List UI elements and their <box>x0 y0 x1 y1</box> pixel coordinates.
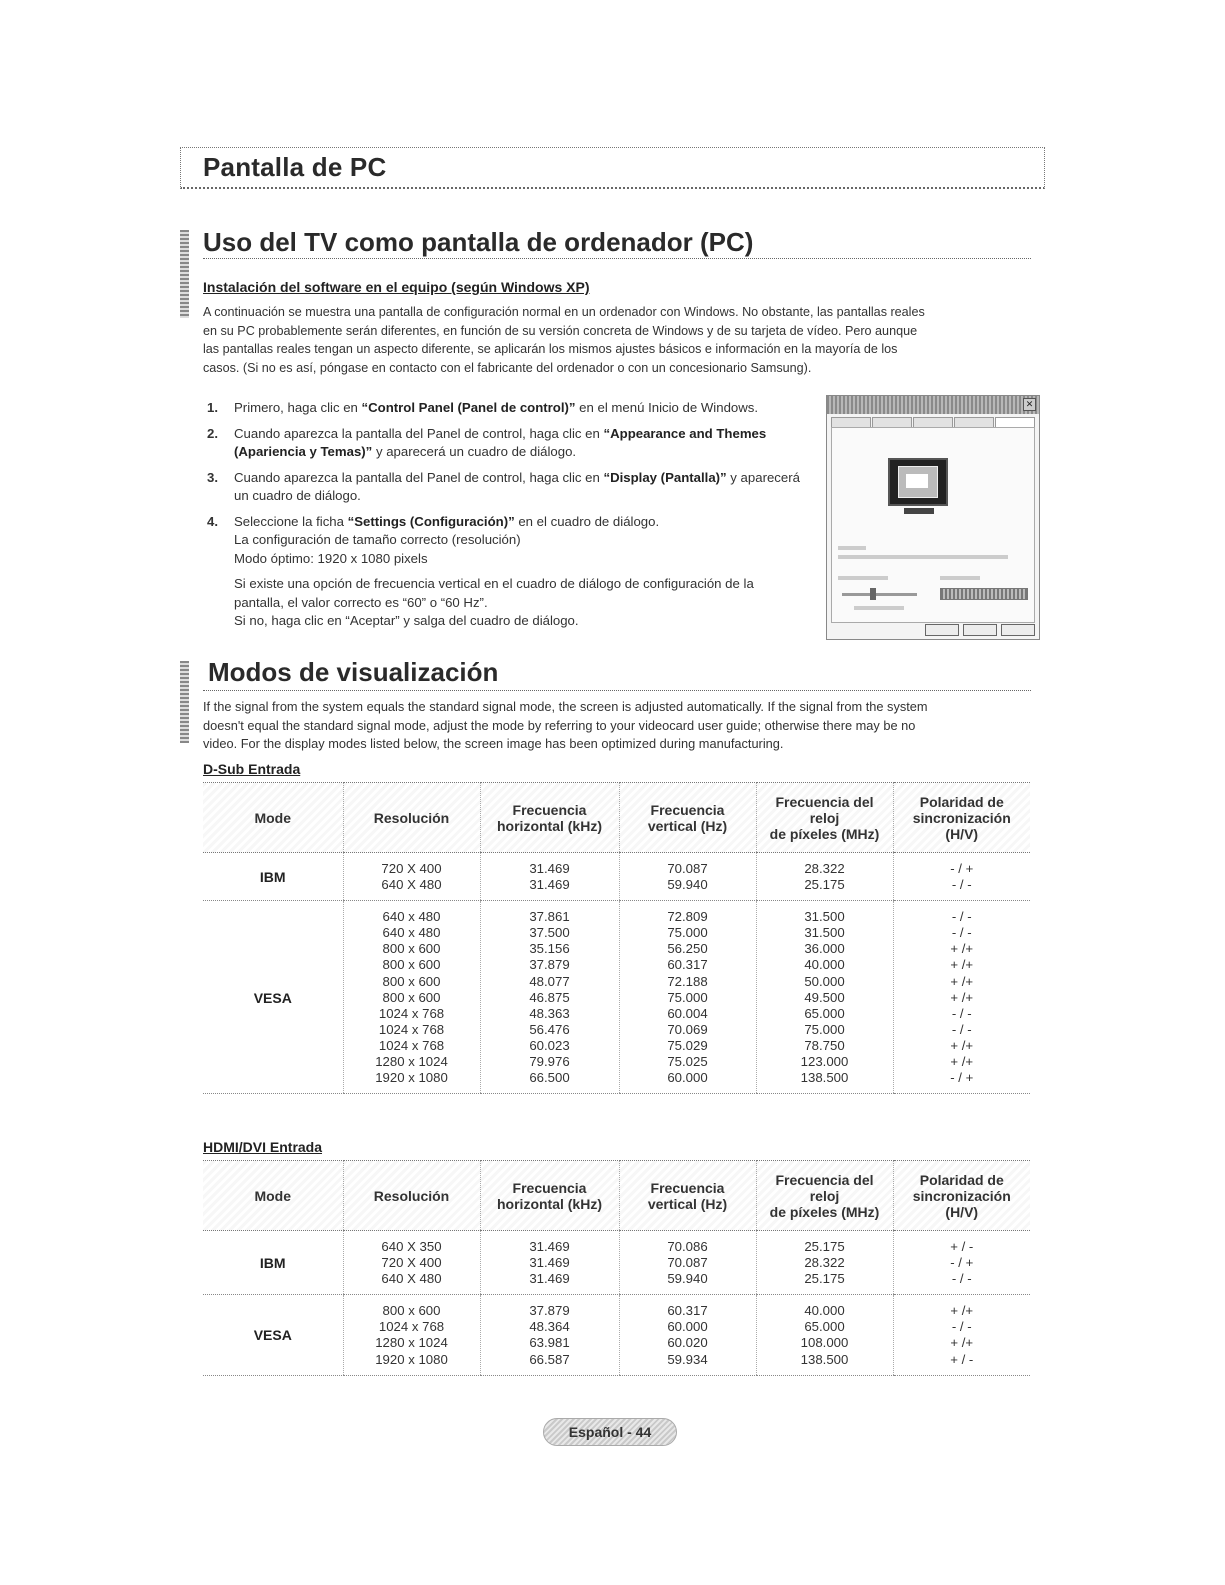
polarity-value: + /+ <box>950 1054 974 1070</box>
section-title-modes: Modos de visualización <box>208 657 499 687</box>
step-text: Cuando aparezca la pantalla del Panel de control, haga clic en <box>234 469 604 485</box>
hfreq-cell <box>480 1295 619 1375</box>
polarity-cell <box>893 1295 1030 1375</box>
vfreq-value: 70.087 <box>667 861 708 876</box>
resolution-value: 800 x 600 <box>382 957 441 973</box>
step-note: Si existe una opción de frecuencia vertical en el cuadro de diálogo de configuración de la <box>234 576 754 591</box>
hfreq-value: 37.500 <box>529 925 570 941</box>
clock-value: 25.175 <box>804 1271 845 1287</box>
step-keyword: “Control Panel (Panel de control)” <box>361 400 576 415</box>
table-header-row <box>203 1161 1030 1231</box>
resolution-value: 1280 x 1024 <box>375 1335 448 1351</box>
resolution-value: 1024 x 768 <box>378 1005 445 1021</box>
step-item <box>203 513 815 631</box>
vfreq-value: 70.086 <box>667 1239 708 1254</box>
hdmi-modes-table <box>203 1160 1030 1376</box>
step-text: y aparecerá un cuadro de diálogo. <box>234 469 800 503</box>
dialog-text-line <box>838 555 1008 559</box>
hfreq-value: 31.469 <box>529 1271 570 1287</box>
vfreq-value: 75.000 <box>667 925 708 941</box>
polarity-value: - / - <box>951 925 972 941</box>
step-text: en el cuadro de diálogo. <box>514 513 660 529</box>
modes-intro <box>203 698 1038 754</box>
resolution-value: 800 x 600 <box>382 973 441 989</box>
clock-value: 31.500 <box>804 909 845 925</box>
table-row <box>203 901 1030 1094</box>
clock-cell <box>756 1295 893 1375</box>
section-marker <box>180 661 189 743</box>
dialog-tab <box>831 417 871 427</box>
install-subheading: Instalación del software en el equipo (según Windows XP) <box>203 279 590 295</box>
table-row <box>203 1295 1030 1375</box>
dialog-ok-button <box>925 624 959 636</box>
vfreq-value: 59.934 <box>667 1351 708 1367</box>
vfreq-value: 59.940 <box>667 1271 708 1287</box>
clock-value: 75.000 <box>804 1021 845 1037</box>
polarity-value: - / - <box>951 1005 972 1021</box>
dialog-tab <box>954 417 994 427</box>
hfreq-cell <box>480 901 619 1094</box>
clock-value: 65.000 <box>804 1319 845 1335</box>
step-item <box>203 469 815 506</box>
resolution-value: 640 X 480 <box>381 1271 442 1287</box>
intro-line: casos. (Si no es así, póngase en contacto con el fabricante del ordenador o con un concesionario Samsung). <box>203 360 812 375</box>
clock-value: 28.322 <box>804 1255 845 1271</box>
col-header-resolution: Resolución <box>343 783 480 853</box>
resolution-cell <box>343 901 480 1094</box>
vfreq-value: 75.029 <box>667 1037 708 1053</box>
step-number: 2. <box>207 425 218 441</box>
clock-value: 28.322 <box>804 861 845 876</box>
step-text: y aparecerá un cuadro de diálogo. <box>372 444 577 459</box>
resolution-value: 640 X 480 <box>381 877 442 893</box>
clock-value: 138.500 <box>800 1070 849 1086</box>
clock-cell <box>756 853 893 901</box>
step-number: 3. <box>207 469 218 485</box>
col-header-clock: Frecuencia del reloj de píxeles (MHz) <box>756 783 893 853</box>
resolution-value: 800 x 600 <box>382 1303 441 1319</box>
polarity-value: + /+ <box>950 941 974 957</box>
polarity-value: + /+ <box>950 957 974 973</box>
resolution-value: 800 x 600 <box>382 989 441 1005</box>
col-header-clock: Frecuencia del reloj de píxeles (MHz) <box>756 1161 893 1231</box>
resolution-value: 640 X 350 <box>381 1239 442 1254</box>
hfreq-value: 37.861 <box>529 909 570 925</box>
vfreq-cell <box>619 853 756 901</box>
polarity-cell <box>893 853 1030 901</box>
polarity-value: - / + <box>950 1255 974 1271</box>
dialog-text-line <box>838 546 866 550</box>
dialog-cancel-button <box>963 624 997 636</box>
section-title-pc: Uso del TV como pantalla de ordenador (PC) <box>203 227 754 257</box>
color-quality-select <box>940 588 1028 600</box>
intro-line: If the signal from the system equals the standard signal mode, the screen is adjusted automatically. If the signal from the system <box>203 699 928 714</box>
col-header-polarity: Polaridad de sincronización (H/V) <box>893 1161 1030 1231</box>
step-detail: Modo óptimo: 1920 x 1080 pixels <box>234 550 428 566</box>
polarity-value: - / - <box>951 877 972 893</box>
vfreq-value: 60.317 <box>667 1303 708 1319</box>
polarity-value: - / + <box>950 1070 974 1086</box>
hfreq-value: 31.469 <box>529 1239 570 1254</box>
hfreq-value: 37.879 <box>529 1303 570 1319</box>
hfreq-value: 63.981 <box>529 1335 570 1351</box>
polarity-value: - / + <box>950 861 974 876</box>
clock-value: 50.000 <box>804 973 845 989</box>
clock-value: 40.000 <box>804 957 845 973</box>
dialog-titlebar <box>827 396 1039 414</box>
table-header-row <box>203 783 1030 853</box>
vfreq-value: 72.188 <box>667 973 708 989</box>
step-note: Si no, haga clic en “Aceptar” y salga del cuadro de diálogo. <box>234 613 579 628</box>
intro-line: doesn't equal the standard signal mode, adjust the mode by referring to your videocard user guide; otherwise there may be no <box>203 717 916 733</box>
polarity-value: - / - <box>951 1271 972 1287</box>
vfreq-value: 60.000 <box>667 1319 708 1335</box>
vfreq-value: 56.250 <box>667 941 708 957</box>
step-item <box>203 425 815 462</box>
install-steps <box>203 399 815 638</box>
chapter-title: Pantalla de PC <box>203 152 387 182</box>
polarity-value: + /+ <box>950 1037 974 1053</box>
section-rule <box>203 258 1031 259</box>
hfreq-value: 60.023 <box>529 1037 570 1053</box>
vfreq-cell <box>619 901 756 1094</box>
chapter-header <box>180 147 1045 189</box>
clock-value: 108.000 <box>800 1335 849 1351</box>
vfreq-value: 70.087 <box>667 1255 708 1271</box>
dialog-buttons <box>925 624 1035 636</box>
polarity-value: + /+ <box>950 989 974 1005</box>
clock-cell <box>756 1231 893 1295</box>
resolution-cell <box>343 853 480 901</box>
clock-value: 31.500 <box>804 925 845 941</box>
resolution-value: 640 x 480 <box>382 909 441 925</box>
resolution-value: 1024 x 768 <box>378 1037 445 1053</box>
step-item <box>203 399 815 418</box>
hfreq-cell <box>480 1231 619 1295</box>
hfreq-value: 48.077 <box>529 973 570 989</box>
resolution-value: 1024 x 768 <box>378 1021 445 1037</box>
vfreq-value: 60.020 <box>667 1335 708 1351</box>
col-header-hfreq: Frecuencia horizontal (kHz) <box>480 1161 619 1231</box>
vfreq-value: 72.809 <box>667 909 708 925</box>
hfreq-value: 35.156 <box>529 941 570 957</box>
install-intro <box>203 303 1033 377</box>
resolution-value: 1920 x 1080 <box>375 1070 448 1086</box>
dialog-apply-button <box>1001 624 1035 636</box>
section-rule <box>203 690 1031 691</box>
resolution-value: 1920 x 1080 <box>375 1351 448 1367</box>
hfreq-value: 31.469 <box>529 861 570 876</box>
step-keyword: “Settings (Configuración)” <box>347 513 515 529</box>
clock-value: 40.000 <box>804 1303 845 1319</box>
resolution-value: 720 X 400 <box>381 1255 442 1271</box>
polarity-value: + /+ <box>950 1303 974 1319</box>
step-text: Primero, haga clic en <box>234 400 362 415</box>
vfreq-cell <box>619 1295 756 1375</box>
clock-value: 123.000 <box>800 1054 849 1070</box>
resolution-value: 800 x 600 <box>382 941 441 957</box>
vfreq-value: 70.069 <box>667 1021 708 1037</box>
resolution-value: 640 x 480 <box>382 925 441 941</box>
table-row <box>203 853 1030 901</box>
vfreq-value: 60.317 <box>667 957 708 973</box>
vfreq-value: 75.025 <box>667 1054 708 1070</box>
clock-value: 78.750 <box>804 1037 845 1053</box>
col-header-mode: Mode <box>203 783 343 853</box>
intro-line: A continuación se muestra una pantalla de configuración normal en un ordenador con Windows. No obstante, las pantallas reales <box>203 305 925 319</box>
resolution-value: 1024 x 768 <box>378 1319 445 1335</box>
hfreq-value: 56.476 <box>529 1021 570 1037</box>
close-icon: ✕ <box>1023 398 1036 411</box>
clock-value: 36.000 <box>804 941 845 957</box>
resolution-value: 720 X 400 <box>381 861 442 876</box>
vfreq-cell <box>619 1231 756 1295</box>
dsub-modes-table <box>203 782 1030 1094</box>
clock-cell <box>756 901 893 1094</box>
col-header-resolution: Resolución <box>343 1161 480 1231</box>
hfreq-value: 66.500 <box>529 1070 570 1086</box>
step-text: Cuando aparezca la pantalla del Panel de control, haga clic en <box>234 425 604 441</box>
hfreq-cell <box>480 853 619 901</box>
mode-cell: IBM <box>203 1231 343 1295</box>
clock-value: 25.175 <box>804 877 845 893</box>
col-header-polarity: Polaridad de sincronización (H/V) <box>893 783 1030 853</box>
display-properties-screenshot <box>826 395 1040 640</box>
vfreq-value: 75.000 <box>667 989 708 1005</box>
col-header-vfreq: Frecuencia vertical (Hz) <box>619 1161 756 1231</box>
step-keyword: “Appearance and Themes (Apariencia y Temas)” <box>234 425 767 459</box>
polarity-value: - / - <box>951 909 972 925</box>
step-text: Seleccione la ficha <box>234 513 348 529</box>
dialog-text-line <box>854 606 904 610</box>
vfreq-value: 60.000 <box>667 1070 708 1086</box>
slider-knob <box>870 588 876 600</box>
hdmi-table-label: HDMI/DVI Entrada <box>203 1139 323 1155</box>
dialog-text-line <box>940 576 980 580</box>
hfreq-value: 66.587 <box>529 1351 570 1367</box>
polarity-value: + /+ <box>950 1335 974 1351</box>
dialog-text-line <box>838 576 888 580</box>
polarity-value: + / - <box>950 1239 974 1254</box>
dsub-table-label: D-Sub Entrada <box>203 761 301 777</box>
dialog-pane <box>831 427 1035 623</box>
monitor-icon <box>888 458 948 506</box>
mode-cell: IBM <box>203 853 343 901</box>
page-number-badge: Español - 44 <box>543 1418 677 1446</box>
vfreq-value: 59.940 <box>667 877 708 893</box>
hfreq-value: 48.363 <box>529 1005 570 1021</box>
vfreq-value: 60.004 <box>667 1005 708 1021</box>
polarity-cell <box>893 901 1030 1094</box>
polarity-value: - / - <box>951 1021 972 1037</box>
mode-cell: VESA <box>203 901 343 1094</box>
hfreq-value: 79.976 <box>529 1054 570 1070</box>
step-keyword: “Display (Pantalla)” <box>603 469 727 485</box>
intro-line: en su PC probablemente serán diferentes, en función de su versión concreta de Windows y de su tarjeta de vídeo. Pero aunque <box>203 323 918 338</box>
dialog-tabs <box>827 414 1039 427</box>
monitor-stand-icon <box>904 508 934 514</box>
clock-value: 138.500 <box>800 1351 849 1367</box>
dialog-tab <box>872 417 912 427</box>
polarity-value: - / - <box>951 1319 972 1335</box>
col-header-hfreq: Frecuencia horizontal (kHz) <box>480 783 619 853</box>
resolution-cell <box>343 1231 480 1295</box>
step-detail: La configuración de tamaño correcto (resolución) <box>234 532 521 547</box>
intro-line: las pantallas reales tengan un aspecto diferente, se aplicarán los mismos ajustes básicos e información en la mayoría de los <box>203 342 898 356</box>
polarity-value: + / - <box>950 1351 974 1367</box>
resolution-value: 1280 x 1024 <box>375 1054 448 1070</box>
clock-value: 49.500 <box>804 989 845 1005</box>
col-header-vfreq: Frecuencia vertical (Hz) <box>619 783 756 853</box>
table-row <box>203 1231 1030 1295</box>
step-note: pantalla, el valor correcto es “60” o “60 Hz”. <box>234 594 488 610</box>
step-number: 1. <box>207 400 218 415</box>
resolution-slider <box>842 593 917 596</box>
resolution-cell <box>343 1295 480 1375</box>
step-text: en el menú Inicio de Windows. <box>575 400 759 415</box>
polarity-cell <box>893 1231 1030 1295</box>
mode-cell: VESA <box>203 1295 343 1375</box>
dialog-tab <box>913 417 953 427</box>
col-header-mode: Mode <box>203 1161 343 1231</box>
clock-value: 25.175 <box>804 1239 845 1254</box>
hfreq-value: 37.879 <box>529 957 570 973</box>
polarity-value: + /+ <box>950 973 974 989</box>
section-marker <box>180 230 189 318</box>
hfreq-value: 46.875 <box>529 989 570 1005</box>
hfreq-value: 48.364 <box>529 1319 570 1335</box>
hfreq-value: 31.469 <box>529 877 570 893</box>
hfreq-value: 31.469 <box>529 1255 570 1271</box>
intro-line: video. For the display modes listed below, the screen image has been optimized during manufacturing. <box>203 736 784 751</box>
clock-value: 65.000 <box>804 1005 845 1021</box>
dialog-tab-settings <box>995 417 1035 427</box>
step-number: 4. <box>207 513 218 529</box>
